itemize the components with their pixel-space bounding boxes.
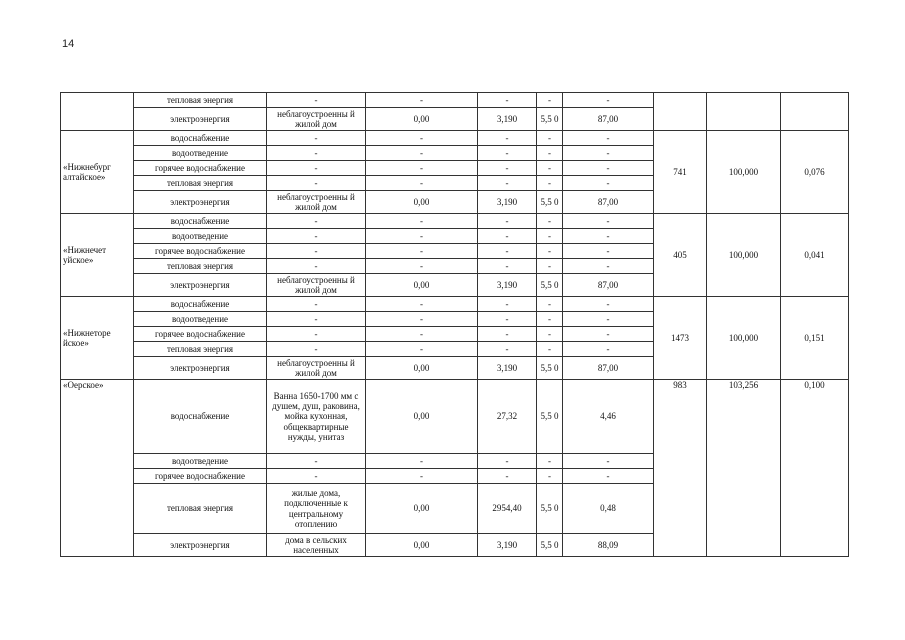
tariff-cell: 2954,40 (478, 484, 537, 534)
category-cell: - (267, 342, 366, 357)
value-cell: 0,00 (366, 274, 478, 297)
category-cell: - (267, 297, 366, 312)
rate-cell: - (537, 297, 563, 312)
norm-cell: - (563, 297, 654, 312)
tariff-cell: - (478, 214, 537, 229)
service-cell: водоотведение (134, 312, 267, 327)
norm-cell: - (563, 176, 654, 191)
norm-cell: 87,00 (563, 274, 654, 297)
category-cell: дома в сельских населенных (267, 534, 366, 557)
coef-cell (781, 93, 849, 131)
service-cell: водоснабжение (134, 380, 267, 454)
tariff-cell: 27,32 (478, 380, 537, 454)
value-cell: - (366, 297, 478, 312)
population-cell: 741 (654, 131, 707, 214)
rate-cell: - (537, 327, 563, 342)
service-cell: горячее водоснабжение (134, 244, 267, 259)
tariff-cell: - (478, 454, 537, 469)
service-cell: водоснабжение (134, 131, 267, 146)
norm-cell: 88,09 (563, 534, 654, 557)
rate-cell: - (537, 229, 563, 244)
category-cell: - (267, 454, 366, 469)
value-cell: - (366, 131, 478, 146)
service-cell: тепловая энергия (134, 93, 267, 108)
coef-cell: 0,076 (781, 131, 849, 214)
service-cell: горячее водоснабжение (134, 469, 267, 484)
norm-cell: - (563, 214, 654, 229)
category-cell: неблагоустроенны й жилой дом (267, 108, 366, 131)
value-cell: - (366, 454, 478, 469)
percent-cell: 100,000 (707, 297, 781, 380)
table-row (61, 131, 849, 146)
tariff-cell: - (478, 161, 537, 176)
norm-cell: 0,48 (563, 484, 654, 534)
category-cell: жилые дома, подключенные к центральному отоплению (267, 484, 366, 534)
rate-cell: - (537, 469, 563, 484)
value-cell: 0,00 (366, 484, 478, 534)
settlement-name (61, 93, 134, 131)
table-row (61, 214, 849, 229)
value-cell: - (366, 161, 478, 176)
table-row (61, 297, 849, 312)
tariff-cell: 3,190 (478, 357, 537, 380)
category-cell: - (267, 244, 366, 259)
service-cell: горячее водоснабжение (134, 161, 267, 176)
table-row (61, 93, 849, 108)
service-cell: тепловая энергия (134, 342, 267, 357)
category-cell: Ванна 1650-1700 мм с душем, душ, раковина, мойка кухонная, общеквартирные нужды, унитаз (267, 380, 366, 454)
norm-cell: 4,46 (563, 380, 654, 454)
rate-cell: 5,5 0 (537, 274, 563, 297)
rate-cell: - (537, 342, 563, 357)
category-cell: - (267, 312, 366, 327)
rate-cell: - (537, 312, 563, 327)
table-body (61, 93, 849, 557)
population-cell (654, 93, 707, 131)
value-cell: 0,00 (366, 191, 478, 214)
tariff-cell: - (478, 244, 537, 259)
rate-cell: 5,5 0 (537, 380, 563, 454)
service-cell: электроэнергия (134, 191, 267, 214)
norm-cell: 87,00 (563, 357, 654, 380)
value-cell: - (366, 342, 478, 357)
norm-cell: - (563, 327, 654, 342)
coef-cell: 0,151 (781, 297, 849, 380)
rate-cell: 5,5 0 (537, 191, 563, 214)
value-cell: 0,00 (366, 534, 478, 557)
tariff-cell: - (478, 469, 537, 484)
value-cell: 0,00 (366, 357, 478, 380)
norm-cell: - (563, 161, 654, 176)
tariff-cell: 3,190 (478, 274, 537, 297)
norm-cell: - (563, 454, 654, 469)
tariff-cell: - (478, 131, 537, 146)
rate-cell: 5,5 0 (537, 357, 563, 380)
rate-cell: - (537, 131, 563, 146)
tariff-cell: - (478, 297, 537, 312)
tariff-cell: - (478, 146, 537, 161)
population-cell: 405 (654, 214, 707, 297)
value-cell: 0,00 (366, 108, 478, 131)
value-cell: - (366, 214, 478, 229)
service-cell: тепловая энергия (134, 259, 267, 274)
service-cell: электроэнергия (134, 108, 267, 131)
norm-cell: - (563, 93, 654, 108)
norm-cell: 87,00 (563, 108, 654, 131)
category-cell: - (267, 146, 366, 161)
category-cell: - (267, 93, 366, 108)
tariff-cell: - (478, 342, 537, 357)
value-cell: 0,00 (366, 380, 478, 454)
category-cell: - (267, 161, 366, 176)
tariff-cell: - (478, 93, 537, 108)
rate-cell: - (537, 244, 563, 259)
rate-cell: - (537, 93, 563, 108)
service-cell: водоснабжение (134, 297, 267, 312)
settlement-name: «Оерское» (61, 380, 134, 557)
norm-cell: - (563, 259, 654, 274)
percent-cell: 100,000 (707, 131, 781, 214)
service-cell: водоснабжение (134, 214, 267, 229)
tariff-cell: - (478, 327, 537, 342)
category-cell: - (267, 229, 366, 244)
percent-cell (707, 93, 781, 131)
rate-cell: 5,5 0 (537, 484, 563, 534)
service-cell: электроэнергия (134, 357, 267, 380)
tariff-cell: - (478, 176, 537, 191)
norm-cell: - (563, 469, 654, 484)
service-cell: электроэнергия (134, 274, 267, 297)
value-cell: - (366, 93, 478, 108)
coef-cell: 0,100 (781, 380, 849, 557)
settlement-name: «Нижнечет уйское» (61, 214, 134, 297)
population-cell: 1473 (654, 297, 707, 380)
rate-cell: 5,5 0 (537, 108, 563, 131)
population-cell: 983 (654, 380, 707, 557)
value-cell: - (366, 176, 478, 191)
category-cell: - (267, 131, 366, 146)
service-cell: водоотведение (134, 229, 267, 244)
category-cell: - (267, 469, 366, 484)
service-cell: горячее водоснабжение (134, 327, 267, 342)
rate-cell: 5,5 0 (537, 534, 563, 557)
rate-cell: - (537, 176, 563, 191)
table-row (61, 380, 849, 454)
value-cell: - (366, 259, 478, 274)
settlement-name: «Нижнебург алтайское» (61, 131, 134, 214)
service-cell: тепловая энергия (134, 484, 267, 534)
rate-cell: - (537, 214, 563, 229)
tariff-table (60, 92, 849, 557)
norm-cell: - (563, 244, 654, 259)
value-cell: - (366, 146, 478, 161)
percent-cell: 100,000 (707, 214, 781, 297)
category-cell: - (267, 327, 366, 342)
service-cell: электроэнергия (134, 534, 267, 557)
norm-cell: - (563, 342, 654, 357)
service-cell: водоотведение (134, 454, 267, 469)
norm-cell: - (563, 312, 654, 327)
service-cell: тепловая энергия (134, 176, 267, 191)
value-cell: - (366, 312, 478, 327)
norm-cell: 87,00 (563, 191, 654, 214)
category-cell: - (267, 176, 366, 191)
value-cell: - (366, 327, 478, 342)
category-cell: - (267, 259, 366, 274)
percent-cell: 103,256 (707, 380, 781, 557)
value-cell: - (366, 244, 478, 259)
norm-cell: - (563, 131, 654, 146)
tariff-cell: 3,190 (478, 191, 537, 214)
tariff-cell: - (478, 229, 537, 244)
category-cell: неблагоустроенны й жилой дом (267, 274, 366, 297)
tariff-cell: - (478, 312, 537, 327)
norm-cell: - (563, 146, 654, 161)
tariff-cell: - (478, 259, 537, 274)
category-cell: - (267, 214, 366, 229)
tariff-cell: 3,190 (478, 108, 537, 131)
norm-cell: - (563, 229, 654, 244)
rate-cell: - (537, 161, 563, 176)
rate-cell: - (537, 259, 563, 274)
category-cell: неблагоустроенны й жилой дом (267, 191, 366, 214)
settlement-name: «Нижнеторе йское» (61, 297, 134, 380)
rate-cell: - (537, 146, 563, 161)
value-cell: - (366, 469, 478, 484)
value-cell: - (366, 229, 478, 244)
tariff-cell: 3,190 (478, 534, 537, 557)
category-cell: неблагоустроенны й жилой дом (267, 357, 366, 380)
coef-cell: 0,041 (781, 214, 849, 297)
page-number: 14 (62, 38, 75, 50)
service-cell: водоотведение (134, 146, 267, 161)
rate-cell: - (537, 454, 563, 469)
